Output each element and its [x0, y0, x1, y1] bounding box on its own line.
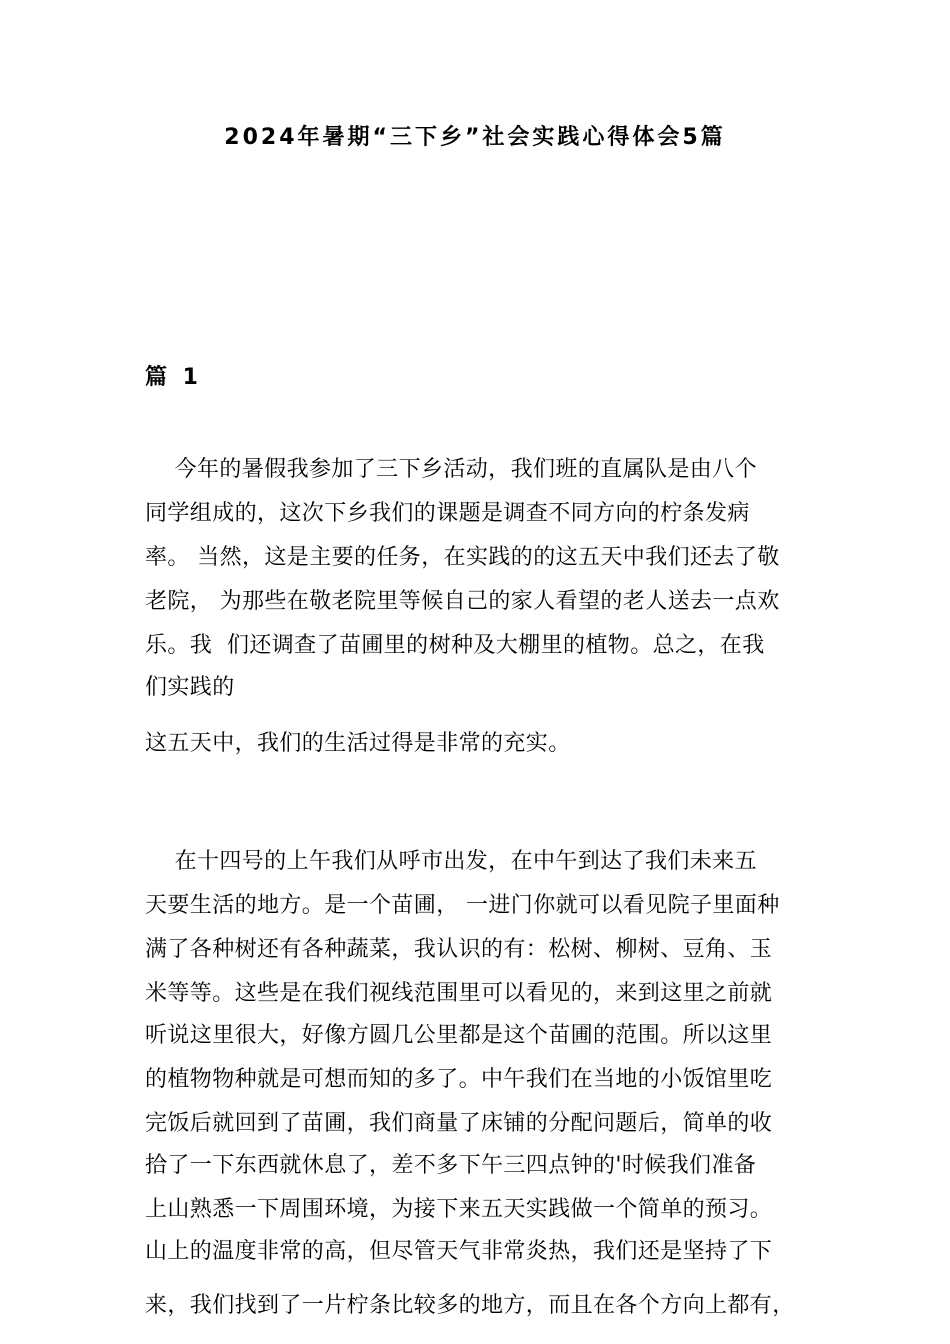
document-title: 2024年暑期“三下乡”社会实践心得体会5篇 — [224, 125, 726, 150]
paragraph-1-line-4: 老院， 为那些在敬老院里等候自己的家人看望的老人送去一点欢 — [145, 589, 780, 614]
paragraph-1-line-2: 同学组成的，这次下乡我们的课题是调查不同方向的柠条发病 — [145, 501, 750, 526]
paragraph-3-line-1: 在十四号的上午我们从呼市出发，在中午到达了我们未来五 — [145, 849, 757, 874]
paragraph-3-line-5: 听说这里很大，好像方圆几公里都是这个苗圃的范围。所以这里 — [145, 1023, 773, 1048]
paragraph-1-line-5: 乐。我 们还调查了苗圃里的树种及大棚里的植物。总之，在我 — [145, 633, 765, 658]
paragraph-3-line-3: 满了各种树还有各种蔬菜，我认识的有：松树、柳树、豆角、玉 — [145, 937, 773, 962]
paragraph-1-line-1: 今年的暑假我参加了三下乡活动，我们班的直属队是由八个 — [145, 457, 757, 482]
paragraph-1-line-3: 率。 当然，这是主要的任务，在实践的的这五天中我们还去了敬 — [145, 545, 780, 570]
paragraph-1-line-6: 们实践的 — [145, 675, 235, 700]
paragraph-3-line-9: 上山熟悉一下周围环境，为接下来五天实践做一个简单的预习。 — [145, 1197, 773, 1222]
paragraph-3-line-11: 来，我们找到了一片柠条比较多的地方，而且在各个方向上都有， — [145, 1293, 795, 1318]
paragraph-3-line-10: 山上的温度非常的高，但尽管天气非常炎热，我们还是坚持了下 — [145, 1239, 773, 1264]
paragraph-3-line-4: 米等等。这些是在我们视线范围里可以看见的，来到这里之前就 — [145, 981, 773, 1006]
section-heading: 篇 1 — [145, 365, 202, 390]
paragraph-3-line-6: 的植物物种就是可想而知的多了。中午我们在当地的小饭馆里吃 — [145, 1067, 773, 1092]
paragraph-2-line-1: 这五天中，我们的生活过得是非常的充实。 — [145, 731, 571, 756]
paragraph-3-line-7: 完饭后就回到了苗圃，我们商量了床铺的分配问题后，简单的收 — [145, 1111, 773, 1136]
paragraph-3-line-2: 天要生活的地方。是一个苗圃， 一进门你就可以看见院子里面种 — [145, 893, 780, 918]
paragraph-3-line-8: 拾了一下东西就休息了，差不多下午三四点钟的'时候我们准备 — [145, 1153, 757, 1178]
